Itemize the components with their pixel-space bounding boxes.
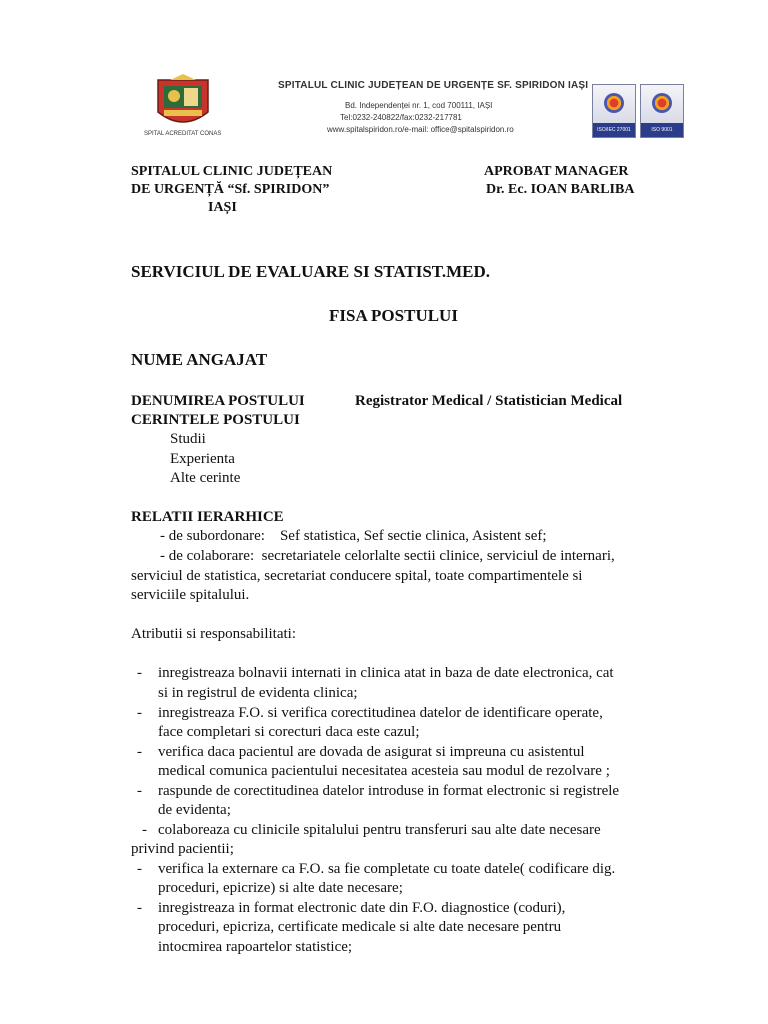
approval-title: APROBAT MANAGER: [484, 164, 629, 179]
duties-title: Atributii si responsabilitati:: [131, 626, 296, 642]
list-bullet: -: [137, 744, 142, 760]
service-heading: SERVICIUL DE EVALUARE SI STATIST.MED.: [131, 262, 491, 281]
list-bullet: -: [137, 861, 142, 877]
duty-line: proceduri, epicriza, certificate medicale si alte date necesare pentru: [158, 919, 562, 935]
duty-line: inregistreaza bolnavii internati in clinica atat in baza de date electronica, cat: [158, 665, 614, 681]
duty-line: si in registrul de evidenta clinica;: [158, 685, 358, 701]
duty-line: inregistreaza in format electronic date din F.O. diagnostice (coduri),: [158, 900, 566, 916]
requirement-item: Experienta: [170, 451, 235, 467]
cert-left-label: ISO/IEC 27001: [593, 123, 635, 137]
list-bullet: -: [137, 665, 142, 681]
duty-line: raspunde de corectitudinea datelor introduse in format electronic si registrele: [158, 783, 620, 799]
relations-collaboration-cont: serviciul de statistica, secretariat conducere spital, toate compartimentele si: [131, 568, 583, 584]
duty-line: inregistreaza F.O. si verifica corectitudinea datelor de identificare operate,: [158, 705, 603, 721]
list-bullet: -: [142, 822, 147, 838]
requirement-item: Alte cerinte: [170, 470, 241, 486]
duty-line: privind pacientii;: [131, 841, 234, 857]
list-bullet: -: [137, 783, 142, 799]
duty-line: intocmirea rapoartelor statistice;: [158, 939, 353, 955]
duty-line: proceduri, epicrize) si alte date necesare;: [158, 880, 403, 896]
letterhead-address: Bd. Independenței nr. 1, cod 700111, IAȘI: [345, 101, 493, 110]
document-title: FISA POSTULUI: [329, 306, 458, 325]
list-bullet: -: [137, 900, 142, 916]
approval-name: Dr. Ec. IOAN BARLIBA: [486, 182, 635, 197]
relations-subordination: - de subordonare: Sef statistica, Sef sectie clinica, Asistent sef;: [160, 528, 547, 544]
logo-caption: SPITAL ACREDITAT CONAS: [144, 131, 222, 137]
relations-collaboration: - de colaborare: secretariatele celorlalte sectii clinice, serviciul de internari,: [160, 548, 615, 564]
letterhead-name: SPITALUL CLINIC JUDEȚEAN DE URGENȚE SF. SPIRIDON IAȘI: [278, 80, 589, 91]
requirement-item: Studii: [170, 431, 206, 447]
letterhead-phone: Tel:0232-240822/fax:0232-217781: [340, 113, 462, 122]
relations-collaboration-cont: serviciile spitalului.: [131, 587, 250, 603]
hospital-line-1: SPITALUL CLINIC JUDEȚEAN: [131, 164, 333, 179]
cert-star-icon: [604, 93, 624, 113]
duty-line: face completari si corecturi daca este cazul;: [158, 724, 420, 740]
post-value: Registrator Medical / Statistician Medical: [355, 393, 623, 409]
hospital-line-2: DE URGENȚĂ “Sf. SPIRIDON”: [131, 182, 330, 197]
duty-line: verifica daca pacientul are dovada de asigurat si impreuna cu asistentul: [158, 744, 585, 760]
duty-line: verifica la externare ca F.O. sa fie completate cu toate datele( codificare dig.: [158, 861, 616, 877]
post-label: DENUMIREA POSTULUI: [131, 393, 305, 409]
employee-label: NUME ANGAJAT: [131, 350, 268, 369]
list-bullet: -: [137, 705, 142, 721]
letterhead-web: www.spitalspiridon.ro/e-mail: office@spitalspiridon.ro: [327, 125, 514, 134]
requirements-label: CERINTELE POSTULUI: [131, 412, 300, 428]
relations-label: RELATII IERARHICE: [131, 509, 284, 525]
cert-badge-right: [640, 84, 684, 138]
duty-line: de evidenta;: [158, 802, 231, 818]
duty-line: medical comunica pacientului necesitatea acesteia sau modul de rezolvare ;: [158, 763, 610, 779]
cert-star-icon: [652, 93, 672, 113]
cert-badge-left: [592, 84, 636, 138]
duty-line: colaboreaza cu clinicile spitalului pentru transferuri sau alte date necesare: [158, 822, 601, 838]
hospital-line-3: IAȘI: [208, 200, 237, 215]
cert-right-label: ISO 9001: [641, 123, 683, 137]
hospital-logo: [150, 74, 216, 132]
